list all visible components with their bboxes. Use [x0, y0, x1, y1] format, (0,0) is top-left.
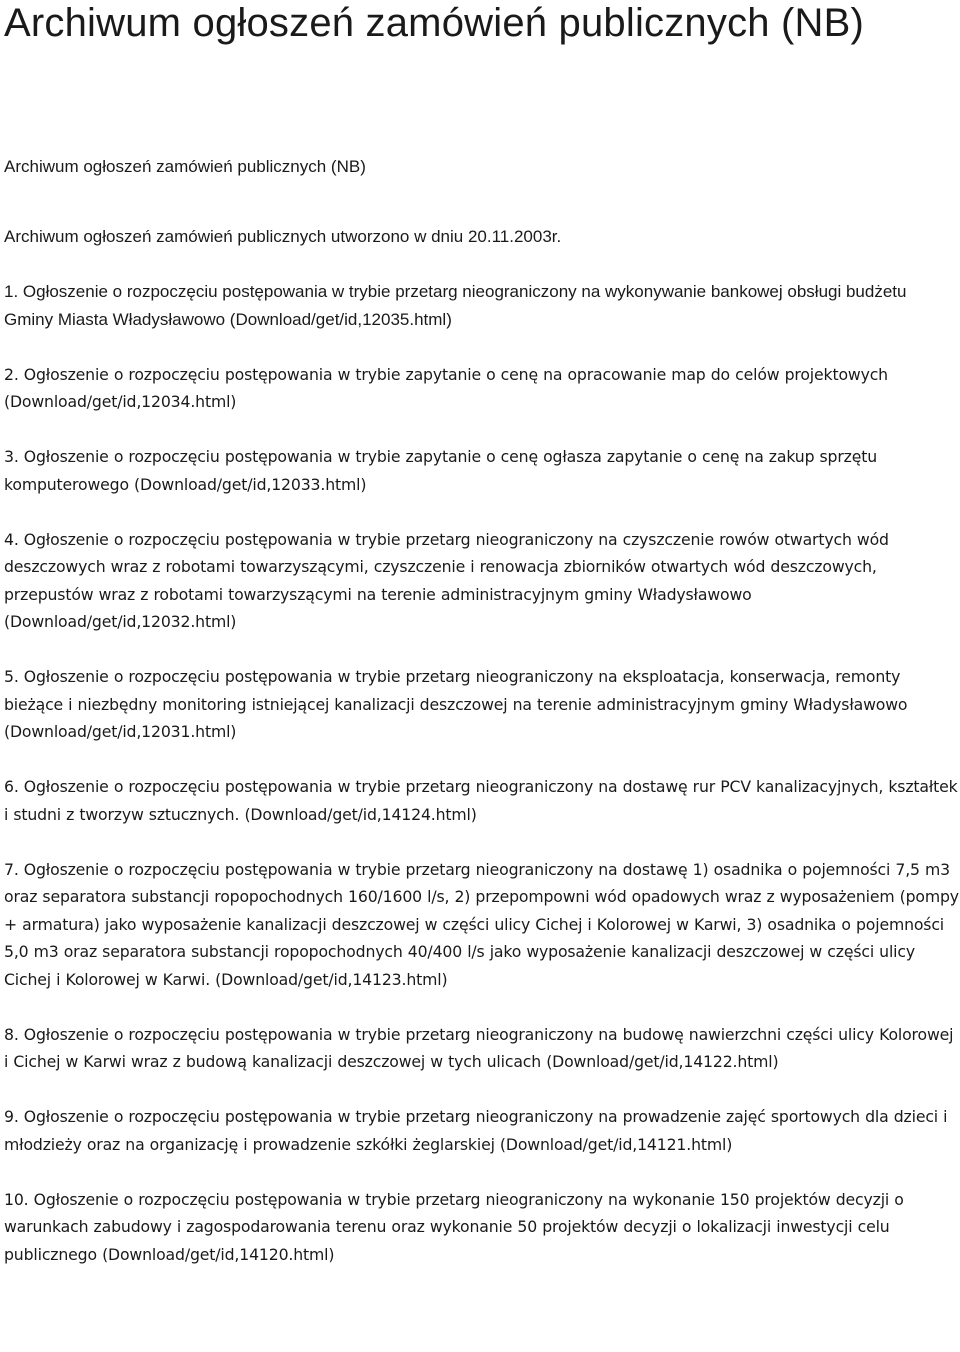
- announcement-item: [4, 773, 959, 828]
- announcement-text: 1. Ogłoszenie o rozpoczęciu postępowania w trybie przetarg nieograniczony na wykonywanie bankowej obsługi budżetu Gminy Miasta Władysławowo: [4, 282, 907, 329]
- announcement-text: 5. Ogłoszenie o rozpoczęciu postępowania w trybie przetarg nieograniczony na eksploatacja, konserwacja, remonty bieżące i niezbędny monitoring istniejącej kanalizacji deszczowej na terenie administracyjnym gminy Władysławowo: [4, 667, 908, 714]
- announcement-item: [4, 1021, 959, 1076]
- download-link[interactable]: (Download/get/id,14121.html): [499, 1134, 733, 1154]
- announcement-text: 10. Ogłoszenie o rozpoczęciu postępowania w trybie przetarg nieograniczony na wykonanie 150 projektów decyzji o warunkach zabudowy i zagospodarowania terenu oraz wykonanie 50 projektów decyzji o lokalizacji inwestycji celu publicznego: [4, 1189, 904, 1264]
- page-subtitle: Archiwum ogłoszeń zamówień publicznych (NB): [4, 157, 366, 176]
- announcement-text: 6. Ogłoszenie o rozpoczęciu postępowania w trybie przetarg nieograniczony na dostawę rur PCV kanalizacyjnych, kształtek i studni z tworzyw sztucznych.: [4, 777, 958, 824]
- archive-created-note: Archiwum ogłoszeń zamówień publicznych utworzono w dniu 20.11.2003r.: [4, 227, 562, 246]
- announcement-item: [4, 1103, 959, 1158]
- announcement-text: 7. Ogłoszenie o rozpoczęciu postępowania w trybie przetarg nieograniczony na dostawę 1) osadnika o pojemności 7,5 m3 oraz separatora substancji ropopochodnych 160/1600 l/s, 2) przepompowni wód opadowych wraz z wyposażeniem (pompy + armatura) jako wyposażenie kanalizacji deszczowej w części ulicy Cichej i Kolorowej w Karwi, 3) osadnika o pojemności 5,0 m3 oraz separatora substancji ropopochodnych 40/400 l/s jako wyposażenie kanalizacji deszczowej w części ulicy Cichej i Kolorowej w Karwi.: [4, 859, 959, 989]
- download-link[interactable]: (Download/get/id,14120.html): [102, 1244, 335, 1264]
- announcement-item: [4, 526, 959, 636]
- announcement-item: [4, 278, 959, 333]
- announcement-list: [4, 278, 959, 1296]
- announcement-text: 9. Ogłoszenie o rozpoczęciu postępowania w trybie przetarg nieograniczony na prowadzenie zajęć sportowych dla dzieci i młodzieży oraz na organizację i prowadzenie szkółki żeglarskiej: [4, 1107, 948, 1154]
- announcement-text: 4. Ogłoszenie o rozpoczęciu postępowania w trybie przetarg nieograniczony na czyszczenie rowów otwartych wód deszczowych wraz z robotami towarzyszącymi, czyszczenie i renowacja zbiorników otwartych wód deszczowych, przepustów wraz z robotami towarzyszącymi na terenie administracyjnym gminy Władysławowo: [4, 529, 889, 604]
- download-link[interactable]: (Download/get/id,12035.html): [229, 309, 452, 329]
- download-link[interactable]: (Download/get/id,12033.html): [134, 474, 367, 494]
- announcement-item: [4, 856, 959, 994]
- announcement-item: [4, 1186, 959, 1269]
- announcement-text: 8. Ogłoszenie o rozpoczęciu postępowania w trybie przetarg nieograniczony na budowę nawierzchni części ulicy Kolorowej i Cichej w Karwi wraz z budową kanalizacji deszczowej w tych ulicach: [4, 1024, 954, 1071]
- announcement-item: [4, 361, 959, 416]
- download-link[interactable]: (Download/get/id,14122.html): [546, 1052, 779, 1071]
- download-link[interactable]: (Download/get/id,14123.html): [215, 969, 448, 989]
- announcement-item: [4, 663, 959, 746]
- announcement-item: [4, 443, 959, 498]
- announcement-text: 3. Ogłoszenie o rozpoczęciu postępowania w trybie zapytanie o cenę ogłasza zapytanie o cenę na zakup sprzętu komputerowego: [4, 447, 878, 494]
- page-title: Archiwum ogłoszeń zamówień publicznych (NB): [4, 1, 865, 45]
- announcement-text: 2. Ogłoszenie o rozpoczęciu postępowania w trybie zapytanie o cenę na opracowanie map do celów projektowych: [4, 364, 888, 384]
- download-link[interactable]: (Download/get/id,12034.html): [4, 392, 237, 411]
- download-link[interactable]: (Download/get/id,14124.html): [244, 804, 477, 824]
- download-link[interactable]: (Download/get/id,12031.html): [4, 722, 237, 741]
- download-link[interactable]: (Download/get/id,12032.html): [4, 612, 237, 631]
